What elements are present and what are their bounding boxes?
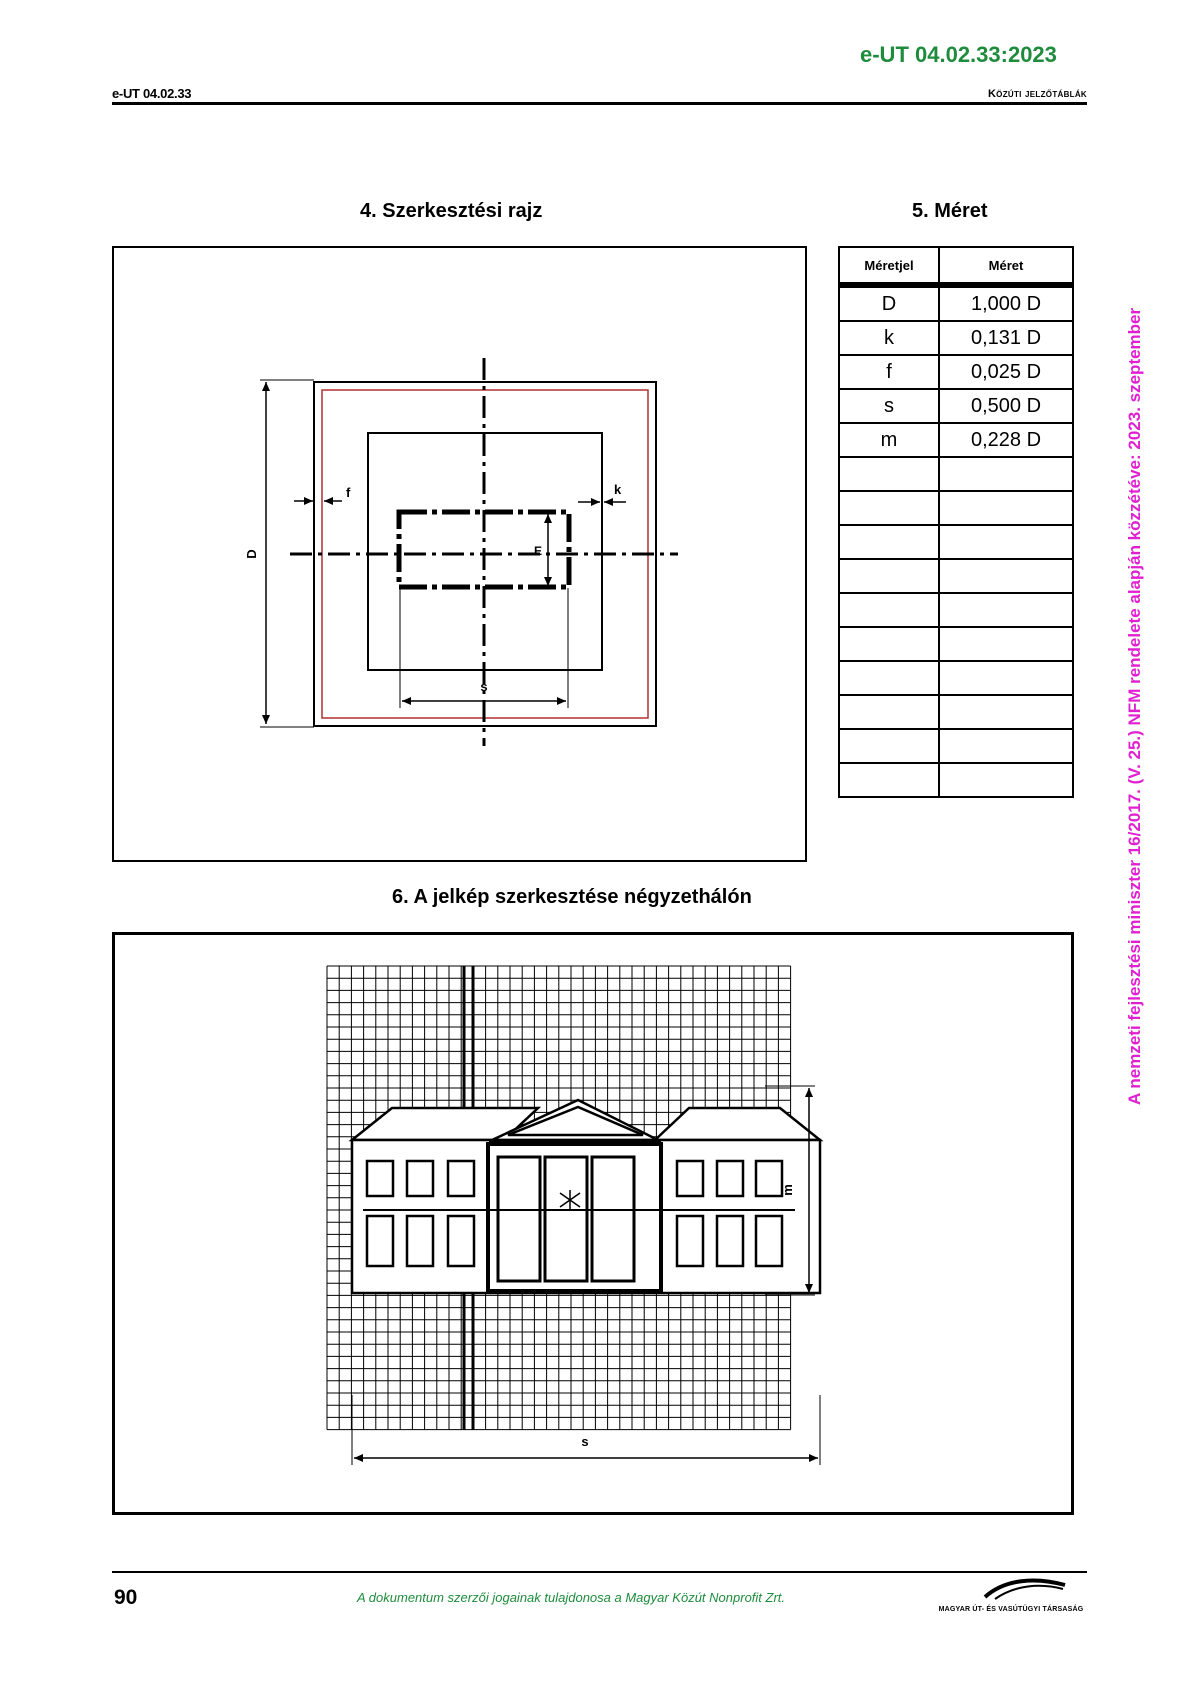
- publisher-name: MAGYAR ÚT- ÉS VASÚTÜGYI TÁRSASÁG: [938, 1606, 1084, 1613]
- grid-construction-panel: [112, 932, 1074, 1515]
- size-value-cell: [939, 695, 1073, 729]
- size-table-row: [839, 695, 1073, 729]
- size-table-row: [839, 491, 1073, 525]
- symbol-grid-drawing: [115, 935, 1071, 1512]
- size-symbol-cell: [839, 729, 939, 763]
- size-table-row: [839, 627, 1073, 661]
- size-title: 5. Méret: [912, 200, 988, 222]
- size-symbol-cell: [839, 525, 939, 559]
- size-symbol-cell: D: [839, 285, 939, 321]
- header-doc-id: e-UT 04.02.33: [112, 86, 192, 101]
- size-table-header: [839, 247, 1073, 285]
- header-section: Közúti jelzőtáblák: [987, 88, 1087, 100]
- drawing-title: 4. Szerkesztési rajz: [360, 200, 543, 222]
- dimension-k-label: k: [614, 482, 622, 497]
- size-table-value-header: Méret: [939, 247, 1073, 285]
- copyright-notice: A dokumentum szerzői jogainak tulajdonosa a Magyar Közút Nonprofit Zrt.: [357, 1590, 786, 1605]
- size-value-cell: 0,500 D: [939, 389, 1073, 423]
- grid-title: 6. A jelkép szerkesztése négyzethálón: [392, 886, 752, 908]
- standard-code: e-UT 04.02.33:2023: [860, 42, 1057, 67]
- size-symbol-cell: m: [839, 423, 939, 457]
- dimension-e-label: E: [534, 544, 543, 558]
- size-table-row: [839, 525, 1073, 559]
- size-value-cell: [939, 763, 1073, 797]
- dimension-d-label: D: [244, 549, 259, 559]
- size-symbol-cell: f: [839, 355, 939, 389]
- size-symbol-cell: [839, 559, 939, 593]
- size-table-row: [839, 729, 1073, 763]
- dimension-f-label: f: [346, 485, 351, 500]
- size-value-cell: 0,131 D: [939, 321, 1073, 355]
- building-symbol: [352, 1100, 820, 1293]
- construction-drawing: [114, 248, 805, 860]
- page-number: 90: [114, 1586, 138, 1609]
- size-table-row: [839, 763, 1073, 797]
- size-value-cell: 1,000 D: [939, 285, 1073, 321]
- size-symbol-cell: [839, 661, 939, 695]
- size-value-cell: [939, 627, 1073, 661]
- size-value-cell: [939, 457, 1073, 491]
- size-symbol-cell: s: [839, 389, 939, 423]
- size-table-row: [839, 321, 1073, 355]
- footer-rule: [112, 1571, 1087, 1573]
- dimension-s-label-grid: s: [581, 1434, 589, 1449]
- size-table-symbol-header: Méretjel: [839, 247, 939, 285]
- size-value-cell: [939, 661, 1073, 695]
- size-table-row: [839, 285, 1073, 321]
- size-symbol-cell: [839, 627, 939, 661]
- size-value-cell: [939, 593, 1073, 627]
- size-table: [838, 246, 1074, 798]
- size-value-cell: [939, 729, 1073, 763]
- size-symbol-cell: [839, 491, 939, 525]
- publisher-logo-icon: [935, 1575, 1087, 1601]
- size-table-row: [839, 593, 1073, 627]
- size-table-row: [839, 389, 1073, 423]
- dimension-m-label: m: [780, 1184, 795, 1196]
- size-value-cell: [939, 559, 1073, 593]
- publication-side-note: A nemzeti fejlesztési miniszter 16/2017. (V. 25.) NFM rendelete alapján közzétéve: 2023. szeptember: [1125, 307, 1144, 1105]
- size-value-cell: [939, 525, 1073, 559]
- construction-drawing-panel: [112, 246, 807, 862]
- size-value-cell: [939, 491, 1073, 525]
- size-symbol-cell: [839, 593, 939, 627]
- publisher-logo: [935, 1575, 1087, 1615]
- size-table-row: [839, 559, 1073, 593]
- size-value-cell: 0,025 D: [939, 355, 1073, 389]
- size-table-row: [839, 423, 1073, 457]
- size-symbol-cell: k: [839, 321, 939, 355]
- size-symbol-cell: [839, 457, 939, 491]
- size-table-row: [839, 355, 1073, 389]
- header-rule: [112, 102, 1087, 105]
- dimension-s-label: s: [480, 679, 488, 694]
- size-table-row: [839, 661, 1073, 695]
- size-value-cell: 0,228 D: [939, 423, 1073, 457]
- size-symbol-cell: [839, 763, 939, 797]
- size-symbol-cell: [839, 695, 939, 729]
- size-table-row: [839, 457, 1073, 491]
